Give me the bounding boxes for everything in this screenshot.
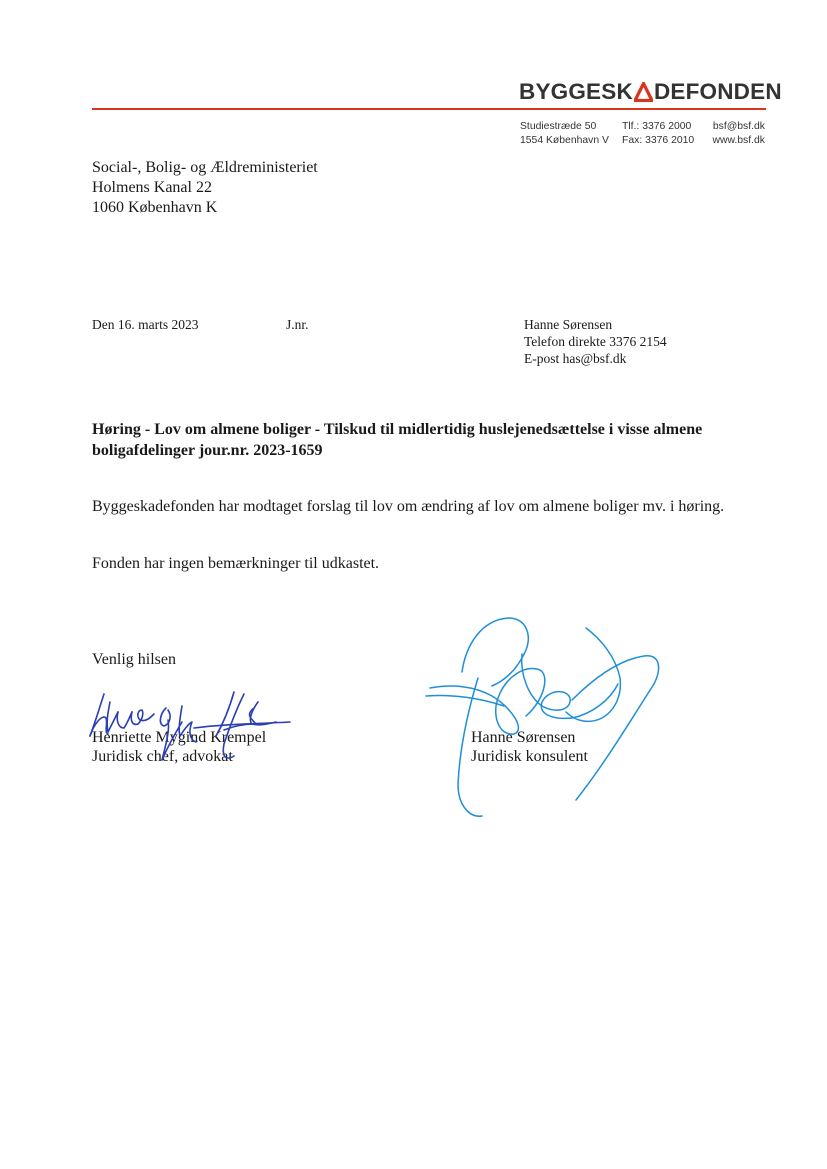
signatory-name: Hanne Sørensen	[471, 729, 576, 746]
logo-text-part1: BYGGESK	[519, 79, 633, 104]
signatory-title: Juridisk konsulent	[471, 748, 588, 765]
contact-phone: Telefon direkte 3376 2154	[524, 334, 667, 349]
phone-number: Tlf.: 3376 2000	[622, 121, 692, 132]
logo-text-part2: DEFONDEN	[653, 79, 782, 104]
address-street: Studiestræde 50	[520, 121, 597, 132]
handwritten-signature-1	[84, 684, 299, 774]
recipient-address	[92, 158, 318, 218]
company-address	[520, 120, 609, 148]
address-city: 1554 København V	[520, 135, 609, 146]
recipient-line: 1060 København K	[92, 199, 218, 216]
company-logo	[519, 78, 782, 106]
letter-subject: Høring - Lov om almene boliger - Tilskud til midlertidig huslejenedsættelse i visse almene boligafdelinger jour.nr. 2023-1659	[92, 421, 703, 459]
recipient-line: Holmens Kanal 22	[92, 179, 212, 196]
signatory-title: Juridisk chef, advokat	[92, 748, 233, 765]
company-online	[706, 120, 765, 148]
body-paragraph: Fonden har ingen bemærkninger til udkastet.	[92, 555, 380, 572]
contact-email: E-post has@bsf.dk	[524, 351, 627, 366]
recipient-line: Social-, Bolig- og Ældreministeriet	[92, 159, 318, 176]
closing-greeting: Venlig hilsen	[92, 651, 176, 668]
company-website: www.bsf.dk	[712, 135, 765, 146]
company-phone-fax	[622, 120, 694, 148]
letterhead-divider	[92, 108, 766, 110]
journal-number-label: J.nr.	[286, 317, 309, 332]
body-paragraph: Byggeskadefonden har modtaget forslag til lov om ændring af lov om almene boliger mv. i høring.	[92, 498, 725, 515]
handwritten-signature-2	[422, 614, 667, 824]
letter-date: Den 16. marts 2023	[92, 317, 199, 332]
contact-name: Hanne Sørensen	[524, 317, 613, 332]
fax-number: Fax: 3376 2010	[622, 135, 695, 146]
company-email: bsf@bsf.dk	[712, 121, 765, 132]
sender-contact	[524, 316, 667, 367]
signatory-name: Henriette Mygind Krempel	[92, 729, 267, 746]
logo-triangle-icon	[634, 82, 653, 102]
